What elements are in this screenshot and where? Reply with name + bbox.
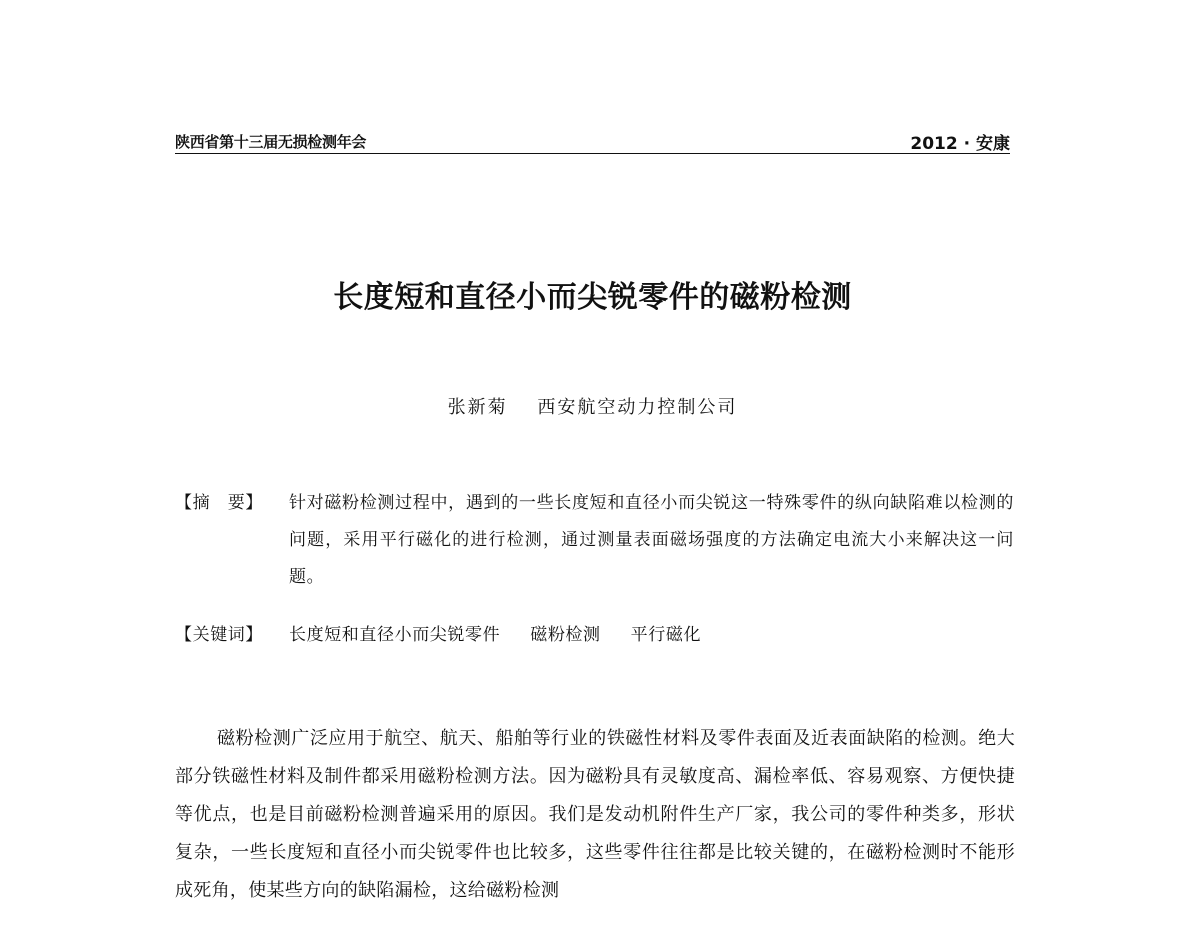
- keywords-list: [289, 619, 725, 651]
- keyword-item: 平行磁化: [630, 625, 702, 645]
- body-paragraph: 磁粉检测广泛应用于航空、航天、船舶等行业的铁磁性材料及零件表面及近表面缺陷的检测。绝大部分铁磁性材料及制件都采用磁粉检测方法。因为磁粉具有灵敏度高、漏检率低、容易观察、方便快捷等优点，也是目前磁粉检测普遍采用的原因。我们是发动机附件生产厂家，我公司的零件种类多，形状复杂，一些长度短和直径小而尖锐零件也比较多，这些零件往往都是比较关键的，在磁粉检测时不能形成死角，使某些方向的缺陷漏检，这给磁粉检测: [175, 728, 1015, 901]
- abstract-label: 【摘 要】: [175, 493, 263, 513]
- keywords-label: 【关键词】: [175, 625, 263, 645]
- conference-name: 陕西省第十三届无损检测年会: [175, 133, 367, 151]
- abstract-text: 针对磁粉检测过程中，遇到的一些长度短和直径小而尖锐这一特殊零件的纵向缺陷难以检测的问题，采用平行磁化的进行检测，通过测量表面磁场强度的方法确定电流大小来解决这一问题。: [289, 493, 1014, 587]
- author-name: 张新菊: [447, 397, 508, 418]
- paper-title: 长度短和直径小而尖锐零件的磁粉检测: [333, 280, 852, 315]
- author-affiliation: 西安航空动力控制公司: [537, 397, 738, 418]
- keyword-item: 长度短和直径小而尖锐零件: [289, 625, 501, 645]
- keyword-item: 磁粉检测: [530, 625, 601, 645]
- running-header: [175, 127, 1010, 154]
- byline: [175, 393, 1010, 419]
- conference-year-location: 2012 · 安康: [910, 134, 1010, 154]
